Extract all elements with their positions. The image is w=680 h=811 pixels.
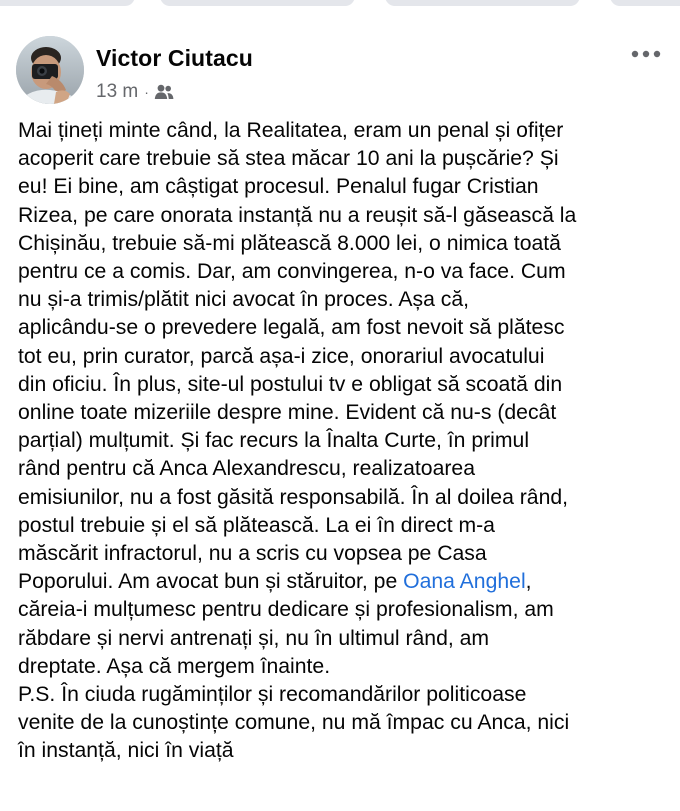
top-pill-right[interactable] — [610, 0, 680, 6]
author-name[interactable]: Victor Ciutacu — [96, 45, 253, 71]
top-pill-center-left[interactable] — [160, 0, 355, 6]
top-action-strip — [0, 0, 680, 10]
more-options-button[interactable] — [628, 42, 664, 66]
post-text-part2: , căreia-i mulțumesc pentru dedicare și profesionalism, am răbdare și nervi antrenați și, nu în ultimul rând, am dreptate. Așa că mergem înainte. P.S. În ciuda rugăminților și recomandărilor politicoase venite de la cunoștințe comune, nu mă împac cu Anca, nici în instanță, nici în viață — [18, 570, 570, 763]
post-text-part1: Mai țineți minte când, la Realitatea, eram un penal și ofițer acoperit care trebuie să stea măcar 10 ani la pușcărie? Și eu! Ei bine, am câștigat procesul. Penalul fugar Cristian Rizea, pe care onorata instanță nu a reușit să-l găsească la Chișinău, trebuie să-mi plătească 8.000 lei, o nimica toată pentru ce a comis. Dar, am convingerea, n-o va face. Cum nu și-a trimis/plătit nici avocat în proces. Așa că, aplicându-se o prevedere legală, am fost nevoit să plătesc tot eu, prin curator, parcă așa-i zice, onorariul avocatului din oficiu. În plus, site-ul postului tv e obligat să scoată din online toate mizeriile despre mine. Evident că nu-s (decât parțial) mulțumit. Și fac recurs la Înalta Curte, în primul rând pentru că Anca Alexandrescu, realizatoarea emisiunilor, nu a fost găsită responsabilă. În al doilea rând, postul trebuie și el să plătească. La ei în direct m-a măscărit infractorul, nu a scris cu vopsea pe Casa Poporului. Am avocat bun și stăruitor, pe — [18, 119, 577, 594]
post-header — [16, 36, 664, 108]
top-pill-left[interactable] — [0, 0, 135, 6]
avatar[interactable] — [16, 36, 84, 104]
top-pill-center-right[interactable] — [385, 0, 580, 6]
post-timestamp[interactable]: 13 m — [96, 81, 139, 102]
more-horizontal-icon — [631, 50, 661, 58]
friends-icon[interactable] — [154, 84, 174, 100]
post-paragraph — [18, 117, 668, 766]
avatar-photo — [16, 36, 84, 104]
post-text — [18, 117, 668, 766]
meta-separator: · — [144, 84, 149, 100]
post-meta — [96, 80, 174, 104]
mention-link[interactable]: Oana Anghel — [403, 570, 526, 594]
